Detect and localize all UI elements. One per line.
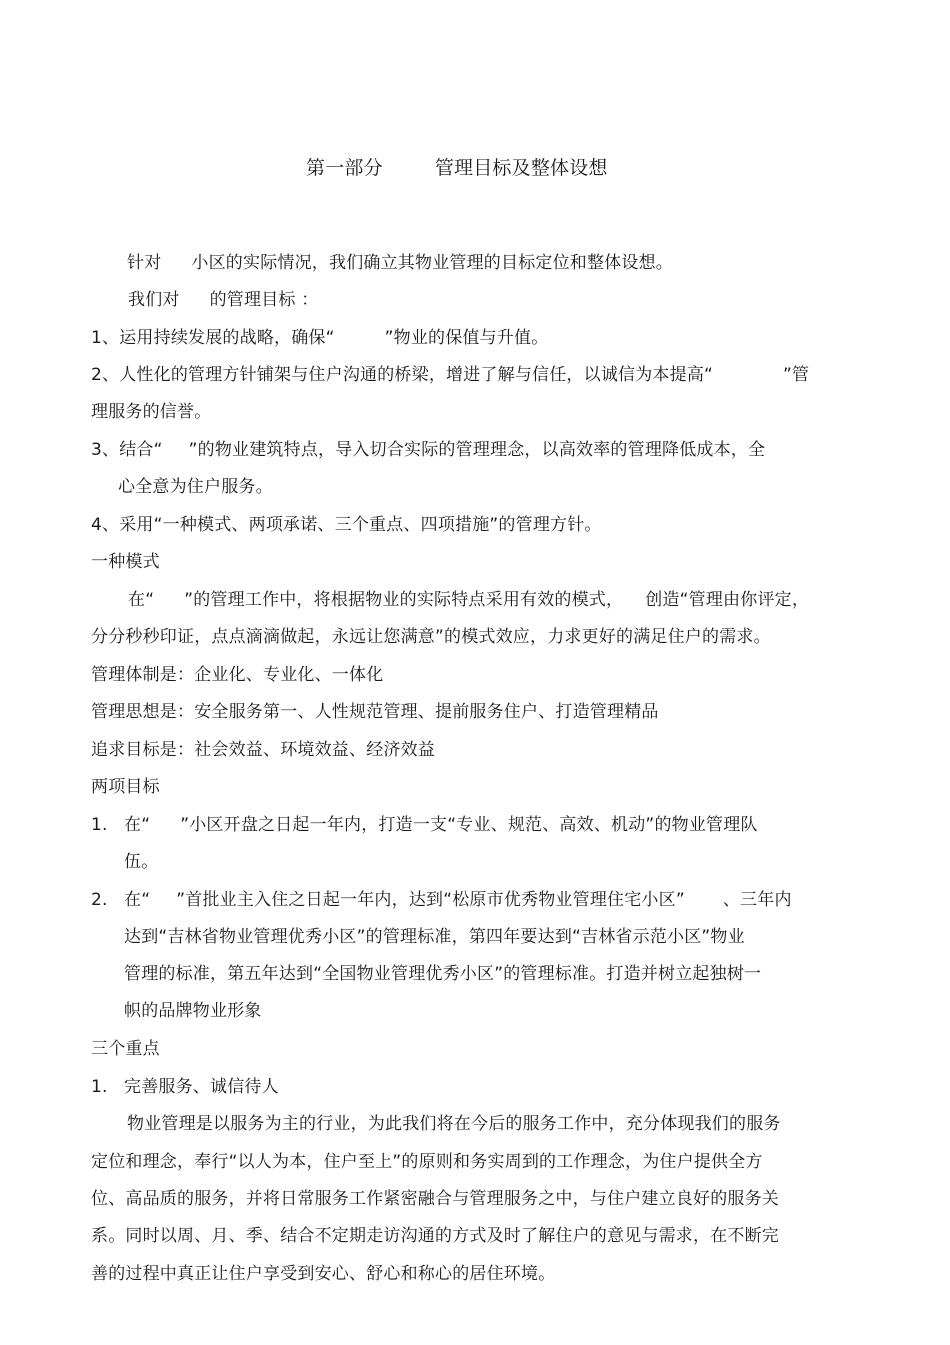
mode-target: 追求目标是：社会效益、环境效益、经济效益 xyxy=(91,740,435,760)
two-item-1-number: 1. xyxy=(91,815,108,835)
three-paragraph-1: 物业管理是以服务为主的行业，为此我们将在今后的服务工作中，充分体现我们的服务 xyxy=(127,1114,781,1134)
three-item-1-title: 完善服务、诚信待人 xyxy=(124,1077,279,1097)
two-item-2-cont-3: 帜的品牌物业形象 xyxy=(124,1001,262,1021)
mode-heading: 一种模式 xyxy=(91,552,160,572)
three-paragraph-4: 系。同时以周、月、季、结合不定期走访沟通的方式及时了解住户的意见与需求，在不断完 xyxy=(91,1226,779,1246)
goal-2-cont: 理服务的信誉。 xyxy=(91,402,212,422)
three-paragraph-2: 定位和理念，奉行“以人为本，住户至上”的原则和务实周到的工作理念，为住户提供全方 xyxy=(91,1152,763,1172)
goal-1: 1、运用持续发展的战略，确保“ ”物业的保值与升值。 xyxy=(91,328,549,348)
goal-3-cont: 心全意为住户服务。 xyxy=(118,477,273,497)
mode-thought: 管理思想是：安全服务第一、人性规范管理、提前服务住户、打造管理精品 xyxy=(91,702,659,722)
two-item-1-cont: 伍。 xyxy=(124,852,159,872)
two-item-2-cont-1: 达到“吉林省物业管理优秀小区”的管理标准，第四年要达到“吉林省示范小区”物业 xyxy=(124,927,745,947)
two-item-2-cont-2: 管理的标准，第五年达到“全国物业管理优秀小区”的管理标准。打造并树立起独树一 xyxy=(124,964,762,984)
two-item-2-number: 2. xyxy=(91,890,108,910)
two-heading: 两项目标 xyxy=(91,777,160,797)
mode-paragraph-1: 在“ ”的管理工作中，将根据物业的实际特点采用有效的模式， 创造“管理由你评定， xyxy=(128,590,810,610)
goal-4: 4、采用“一种模式、两项承诺、三个重点、四项措施”的管理方针。 xyxy=(91,515,602,535)
goal-2: 2、人性化的管理方针铺架与住户沟通的桥梁，增进了解与信任，以诚信为本提高“ ”管 xyxy=(91,365,810,385)
mode-system: 管理体制是：企业化、专业化、一体化 xyxy=(91,665,384,685)
three-item-1-number: 1. xyxy=(91,1077,108,1097)
two-item-2: 在“ ”首批业主入住之日起一年内，达到“松原市优秀物业管理住宅小区” 、三年内 xyxy=(124,890,792,910)
two-item-1: 在“ ”小区开盘之日起一年内，打造一支“专业、规范、高效、机动”的物业管理队 xyxy=(124,815,758,835)
page-title xyxy=(306,156,608,180)
three-heading: 三个重点 xyxy=(91,1039,160,1059)
goal-3: 3、结合“ ”的物业建筑特点，导入切合实际的管理理念，以高效率的管理降低成本，全 xyxy=(91,440,766,460)
mode-paragraph-2: 分分秒秒印证，点点滴滴做起，永远让您满意”的模式效应，力求更好的满足住户的需求。 xyxy=(91,627,771,647)
title-text: 管理目标及整体设想 xyxy=(434,157,608,179)
three-paragraph-3: 位、高品质的服务，并将日常服务工作紧密融合与管理服务之中，与住户建立良好的服务关 xyxy=(91,1189,779,1209)
intro-line-1: 针对 小区的实际情况，我们确立其物业管理的目标定位和整体设想。 xyxy=(127,253,674,273)
title-part: 第一部分 xyxy=(306,157,383,179)
three-paragraph-5: 善的过程中真正让住户享受到安心、舒心和称心的居住环境。 xyxy=(91,1264,556,1284)
intro-line-2: 我们对 的管理目标 ： xyxy=(128,290,319,310)
